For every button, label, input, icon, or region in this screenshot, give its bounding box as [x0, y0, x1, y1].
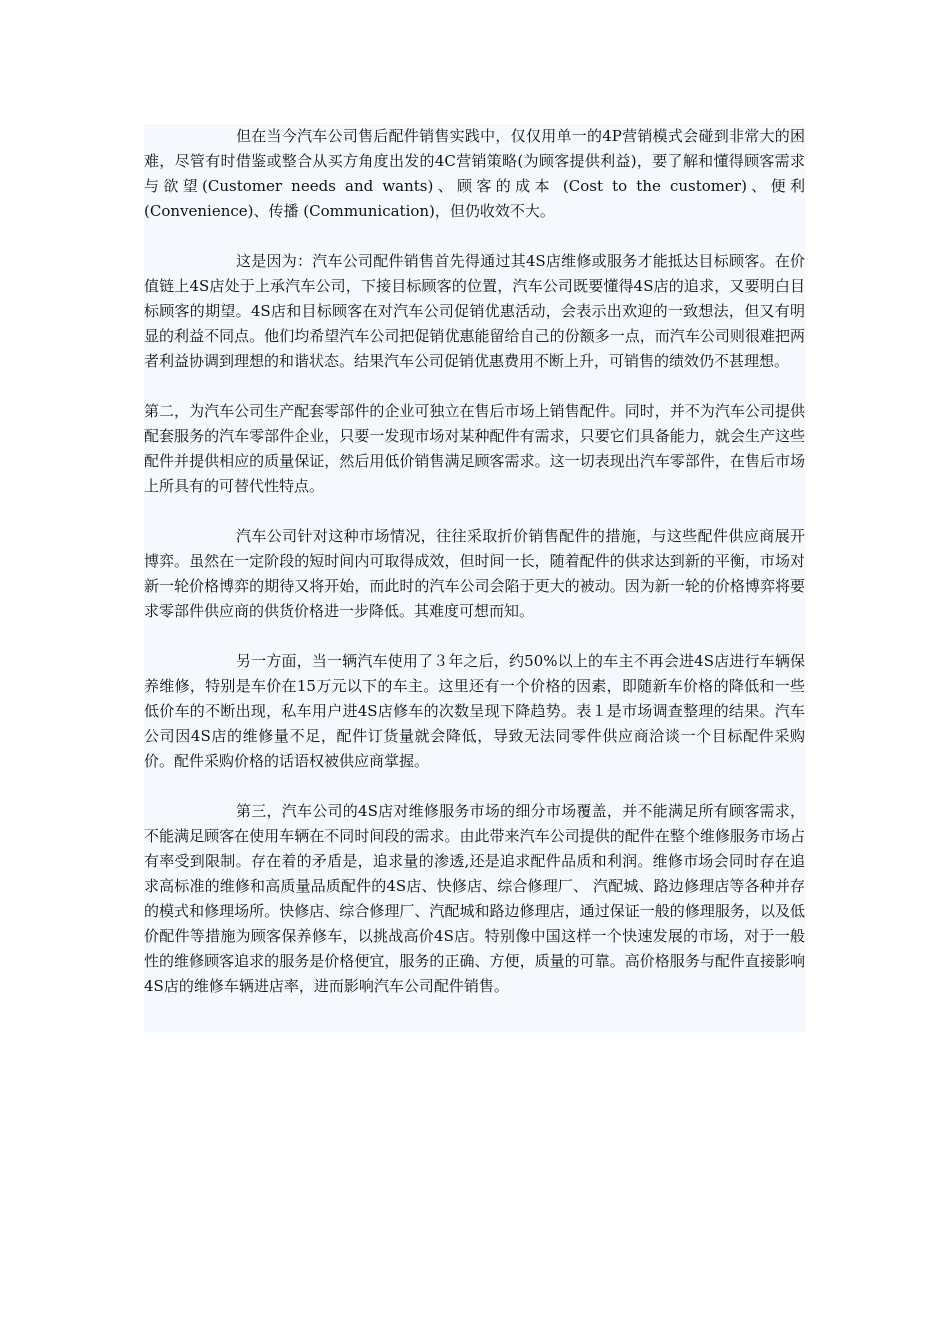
- paragraph-2: 这是因为：汽车公司配件销售首先得通过其4S店维修或服务才能抵达目标顾客。在价值链上4S店处于上承汽车公司，下接目标顾客的位置，汽车公司既要懂得4S店的追求，又要明白目标顾客的期望。4S店和目标顾客在对汽车公司促销优惠活动，会表示出欢迎的一致想法，但又有明显的利益不同点。他们均希望汽车公司把促销优惠能留给自己的份额多一点，而汽车公司则很难把两者利益协调到理想的和谐状态。结果汽车公司促销优惠费用不断上升，可销售的绩效仍不甚理想。: [144, 252, 805, 370]
- paragraph-6: 第三，汽车公司的4S店对维修服务市场的细分市场覆盖，并不能满足所有顾客需求，不能满足顾客在使用车辆在不同时间段的需求。由此带来汽车公司提供的配件在整个维修服务市场占有率受到限制。存在着的矛盾是，追求量的渗透,还是追求配件品质和利润。维修市场会同时存在追求高标准的维修和高质量品质配件的4S店、快修店、综合修理厂、 汽配城、路边修理店等各种并存的模式和修理场所。快修店、综合修理厂、汽配城和路边修理店，通过保证一般的修理服务，以及低价配件等措施为顾客保养修车，以挑战高价4S店。特别像中国这样一个快速发展的市场，对于一般性的维修顾客追求的服务是价格便宜，服务的正确、方便，质量的可靠。高价格服务与配件直接影响4S店的维修车辆进店率，进而影响汽车公司配件销售。: [144, 802, 805, 995]
- paragraph-4: 汽车公司针对这种市场情况，往往采取折价销售配件的措施，与这些配件供应商展开博弈。虽然在一定阶段的短时间内可取得成效，但时间一长，随着配件的供求达到新的平衡，市场对新一轮价格博弈的期待又将开始，而此时的汽车公司会陷于更大的被动。因为新一轮的价格博弈将要求零部件供应商的供货价格进一步降低。其难度可想而知。: [144, 527, 805, 620]
- paragraph-3: 第二，为汽车公司生产配套零部件的企业可独立在售后市场上销售配件。同时，并不为汽车公司提供配套服务的汽车零部件企业，只要一发现市场对某种配件有需求，只要它们具备能力，就会生产这些配件并提供相应的质量保证，然后用低价销售满足顾客需求。这一切表现出汽车零部件，在售后市场上所具有的可替代性特点。: [144, 402, 805, 495]
- paragraph-gap: [144, 774, 805, 799]
- paragraph-gap: [144, 374, 805, 399]
- paragraph-gap: [144, 224, 805, 249]
- document-body: [144, 124, 805, 1032]
- paragraph-5: 另一方面，当一辆汽车使用了３年之后，约50%以上的车主不再会进4S店进行车辆保养维修，特别是车价在15万元以下的车主。这里还有一个价格的因素，即随新车价格的降低和一些低价车的不断出现，私车用户进4S店修车的次数呈现下降趋势。表１是市场调查整理的结果。汽车公司因4S店的维修量不足，配件订货量就会降低，导致无法同零件供应商洽谈一个目标配件采购价。配件采购价格的话语权被供应商掌握。: [144, 652, 805, 770]
- paragraph-1: 但在当今汽车公司售后配件销售实践中，仅仅用单一的4P营销模式会碰到非常大的困难，尽管有时借鉴或整合从买方角度出发的4C营销策略(为顾客提供利益)，要了解和懂得顾客需求与欲望(Customer needs and wants)、顾客的成本 (Cost to the customer)、便利(Convenience)、传播 (Communication)，但仍收效不大。: [144, 127, 805, 220]
- paragraph-gap: [144, 624, 805, 649]
- paragraph-gap: [144, 499, 805, 524]
